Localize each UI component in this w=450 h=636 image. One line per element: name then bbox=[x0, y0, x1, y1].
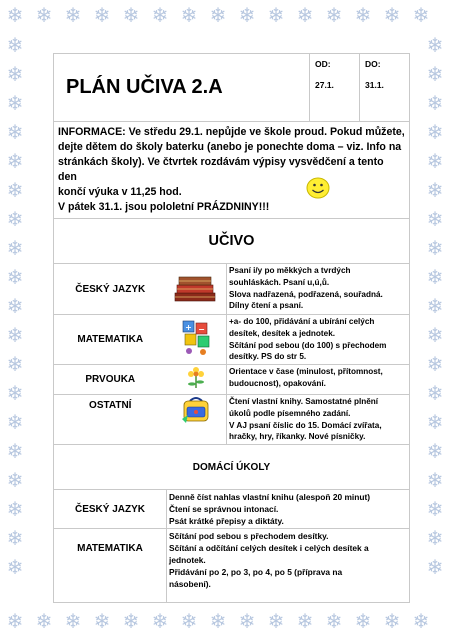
hw-line: násobení). bbox=[169, 579, 211, 589]
date-to bbox=[360, 54, 410, 122]
snowflake-icon: ❄ bbox=[238, 3, 256, 27]
hw-line: jednotek. bbox=[169, 555, 206, 565]
snowflake-icon: ❄ bbox=[6, 207, 24, 231]
snowflake-icon: ❄ bbox=[6, 236, 24, 260]
homework-math-description bbox=[167, 529, 410, 603]
snowflake-icon: ❄ bbox=[6, 91, 24, 115]
hw-line: Denně číst nahlas vlastní knihu (alespoň 20 minut) bbox=[169, 492, 371, 502]
desc-line: Dílny čtení a psaní. bbox=[229, 301, 304, 311]
snowflake-icon: ❄ bbox=[426, 236, 444, 260]
info-line: stránkách školy). Ve čtvrtek rozdávám výpisy vysvědčení a tento den bbox=[58, 156, 384, 183]
subject-other: OSTATNÍ bbox=[54, 395, 167, 445]
info-line: INFORMACE: Ve středu 29.1. nepůjde ve škole proud. Pokud můžete, bbox=[58, 126, 405, 138]
snowflake-icon: ❄ bbox=[412, 3, 430, 27]
snowflake-icon: ❄ bbox=[426, 381, 444, 405]
desc-line: Psaní i/y po měkkých a tvrdých bbox=[229, 266, 351, 275]
snowflake-icon: ❄ bbox=[426, 294, 444, 318]
snowflake-icon: ❄ bbox=[412, 609, 430, 633]
desc-line: úkolů podle písemného zadání. bbox=[229, 408, 351, 418]
date-to-value: 31.1. bbox=[365, 80, 384, 90]
snowflake-icon: ❄ bbox=[6, 323, 24, 347]
hw-line: Čtení se správnou intonací. bbox=[169, 504, 279, 514]
desc-line: V AJ psaní číslic do 15. Domácí zvířata, bbox=[229, 420, 382, 430]
desc-line: +a- do 100, přidávání a ubírání celých bbox=[229, 317, 375, 326]
snowflake-icon: ❄ bbox=[383, 3, 401, 27]
snowflake-icon: ❄ bbox=[6, 555, 24, 579]
snowflake-icon: ❄ bbox=[267, 609, 285, 633]
hw-line: Psát krátké přepisy a diktáty. bbox=[169, 516, 284, 526]
snowflake-icon: ❄ bbox=[426, 555, 444, 579]
snowflake-icon: ❄ bbox=[35, 609, 53, 633]
snowflake-icon: ❄ bbox=[325, 609, 343, 633]
snowflake-icon: ❄ bbox=[6, 352, 24, 376]
ucivo-czech-description bbox=[227, 264, 410, 315]
snowflake-icon: ❄ bbox=[6, 62, 24, 86]
homework-subject-math: MATEMATIKA bbox=[54, 529, 167, 603]
snowflake-icon: ❄ bbox=[151, 3, 169, 27]
svg-text:+: + bbox=[185, 323, 193, 332]
snowflake-icon: ❄ bbox=[426, 323, 444, 347]
snowflake-icon: ❄ bbox=[426, 439, 444, 463]
snowflake-icon: ❄ bbox=[151, 609, 169, 633]
hw-line: Přidávání po 2, po 3, po 4, po 5 (příprava na bbox=[169, 567, 343, 577]
books-icon bbox=[167, 264, 227, 315]
snowflake-icon: ❄ bbox=[296, 3, 314, 27]
desc-line: hračky, hry, říkanky. Nové písničky. bbox=[229, 432, 366, 442]
homework-subject-czech: ČESKÝ JAZYK bbox=[54, 490, 167, 529]
snowflake-icon: ❄ bbox=[6, 33, 24, 57]
subject-prvouka: PRVOUKA bbox=[54, 365, 167, 395]
snowflake-icon: ❄ bbox=[64, 609, 82, 633]
snowflake-icon: ❄ bbox=[6, 439, 24, 463]
date-from-label: OD: bbox=[315, 59, 331, 69]
snowflake-icon: ❄ bbox=[122, 3, 140, 27]
desc-line: souhláskách. Psaní u,ú,ů. bbox=[229, 277, 330, 287]
info-line: V pátek 31.1. jsou pololetní PRÁZDNINY!!! bbox=[58, 201, 270, 213]
homework-heading: DOMÁCÍ ÚKOLY bbox=[54, 445, 410, 490]
snowflake-icon: ❄ bbox=[426, 178, 444, 202]
desc-line: Čtení vlastní knihy. Samostatné plnění bbox=[229, 397, 379, 406]
snowflake-icon: ❄ bbox=[426, 62, 444, 86]
snowflake-icon: ❄ bbox=[93, 609, 111, 633]
desc-line: desítek, desítek a jednotek. bbox=[229, 328, 336, 338]
ucivo-heading: UČIVO bbox=[54, 219, 410, 264]
snowflake-icon: ❄ bbox=[6, 3, 24, 27]
date-from bbox=[310, 54, 360, 122]
snowflake-icon: ❄ bbox=[6, 497, 24, 521]
snowflake-icon: ❄ bbox=[180, 3, 198, 27]
ucivo-other-description bbox=[227, 395, 410, 445]
snowflake-icon: ❄ bbox=[64, 3, 82, 27]
subject-math: MATEMATIKA bbox=[54, 315, 167, 365]
snowflake-icon: ❄ bbox=[426, 149, 444, 173]
snowflake-icon: ❄ bbox=[238, 609, 256, 633]
desc-line: Orientace v čase (minulost, přítomnost, bbox=[229, 367, 383, 376]
snowflake-icon: ❄ bbox=[267, 3, 285, 27]
homework-czech-description bbox=[167, 490, 410, 529]
snowflake-icon: ❄ bbox=[383, 609, 401, 633]
snowflake-icon: ❄ bbox=[6, 120, 24, 144]
snowflake-icon: ❄ bbox=[6, 468, 24, 492]
hw-line: Sčítání pod sebou s přechodem desítky. bbox=[169, 531, 329, 541]
snowflake-icon: ❄ bbox=[209, 3, 227, 27]
math-blocks-icon bbox=[167, 315, 227, 365]
snowflake-icon: ❄ bbox=[354, 3, 372, 27]
snowflake-icon: ❄ bbox=[426, 352, 444, 376]
date-to-label: DO: bbox=[365, 59, 381, 69]
desc-line: Sčítání pod sebou (do 100) s přechodem bbox=[229, 340, 387, 350]
snowflake-icon: ❄ bbox=[426, 410, 444, 434]
snowflake-icon: ❄ bbox=[6, 410, 24, 434]
snowflake-icon: ❄ bbox=[296, 609, 314, 633]
snowflake-icon: ❄ bbox=[426, 91, 444, 115]
snowflake-icon: ❄ bbox=[426, 120, 444, 144]
date-from-value: 27.1. bbox=[315, 80, 334, 90]
snowflake-icon: ❄ bbox=[209, 609, 227, 633]
snowflake-icon: ❄ bbox=[6, 381, 24, 405]
snowflake-icon: ❄ bbox=[325, 3, 343, 27]
info-line: dejte dětem do školy baterku (anebo je ponechte doma – viz. Info na bbox=[58, 141, 402, 153]
school-bag-icon bbox=[167, 395, 227, 445]
svg-text:−: − bbox=[198, 325, 206, 334]
snowflake-icon: ❄ bbox=[426, 468, 444, 492]
snowflake-icon: ❄ bbox=[6, 178, 24, 202]
snowflake-icon: ❄ bbox=[122, 609, 140, 633]
snowflake-icon: ❄ bbox=[426, 526, 444, 550]
snowflake-icon: ❄ bbox=[6, 526, 24, 550]
desc-line: Slova nadřazená, podřazená, souřadná. bbox=[229, 289, 383, 299]
snowflake-icon: ❄ bbox=[354, 609, 372, 633]
snowflake-icon: ❄ bbox=[6, 149, 24, 173]
snowflake-icon: ❄ bbox=[426, 497, 444, 521]
snowflake-icon: ❄ bbox=[426, 207, 444, 231]
flower-icon bbox=[167, 365, 227, 395]
snowflake-icon: ❄ bbox=[426, 33, 444, 57]
info-line: končí výuka v 11,25 hod. bbox=[58, 186, 182, 198]
snowflake-icon: ❄ bbox=[180, 609, 198, 633]
smiley-icon bbox=[306, 177, 330, 199]
ucivo-math-description bbox=[227, 315, 410, 365]
ucivo-prvouka-description bbox=[227, 365, 410, 395]
snowflake-icon: ❄ bbox=[35, 3, 53, 27]
snowflake-icon: ❄ bbox=[6, 609, 24, 633]
desc-line: budoucnost), opakování. bbox=[229, 378, 326, 388]
lesson-plan-table bbox=[53, 53, 410, 603]
snowflake-icon: ❄ bbox=[93, 3, 111, 27]
snowflake-icon: ❄ bbox=[426, 265, 444, 289]
subject-czech: ČESKÝ JAZYK bbox=[54, 264, 167, 315]
desc-line: desítky. PS do str 5. bbox=[229, 352, 307, 362]
hw-line: Sčítání a odčítání celých desítek i celých desítek a bbox=[169, 543, 369, 553]
page-title: PLÁN UČIVA 2.A bbox=[54, 54, 310, 122]
snowflake-icon: ❄ bbox=[6, 294, 24, 318]
info-notice bbox=[54, 122, 410, 219]
snowflake-icon: ❄ bbox=[6, 265, 24, 289]
